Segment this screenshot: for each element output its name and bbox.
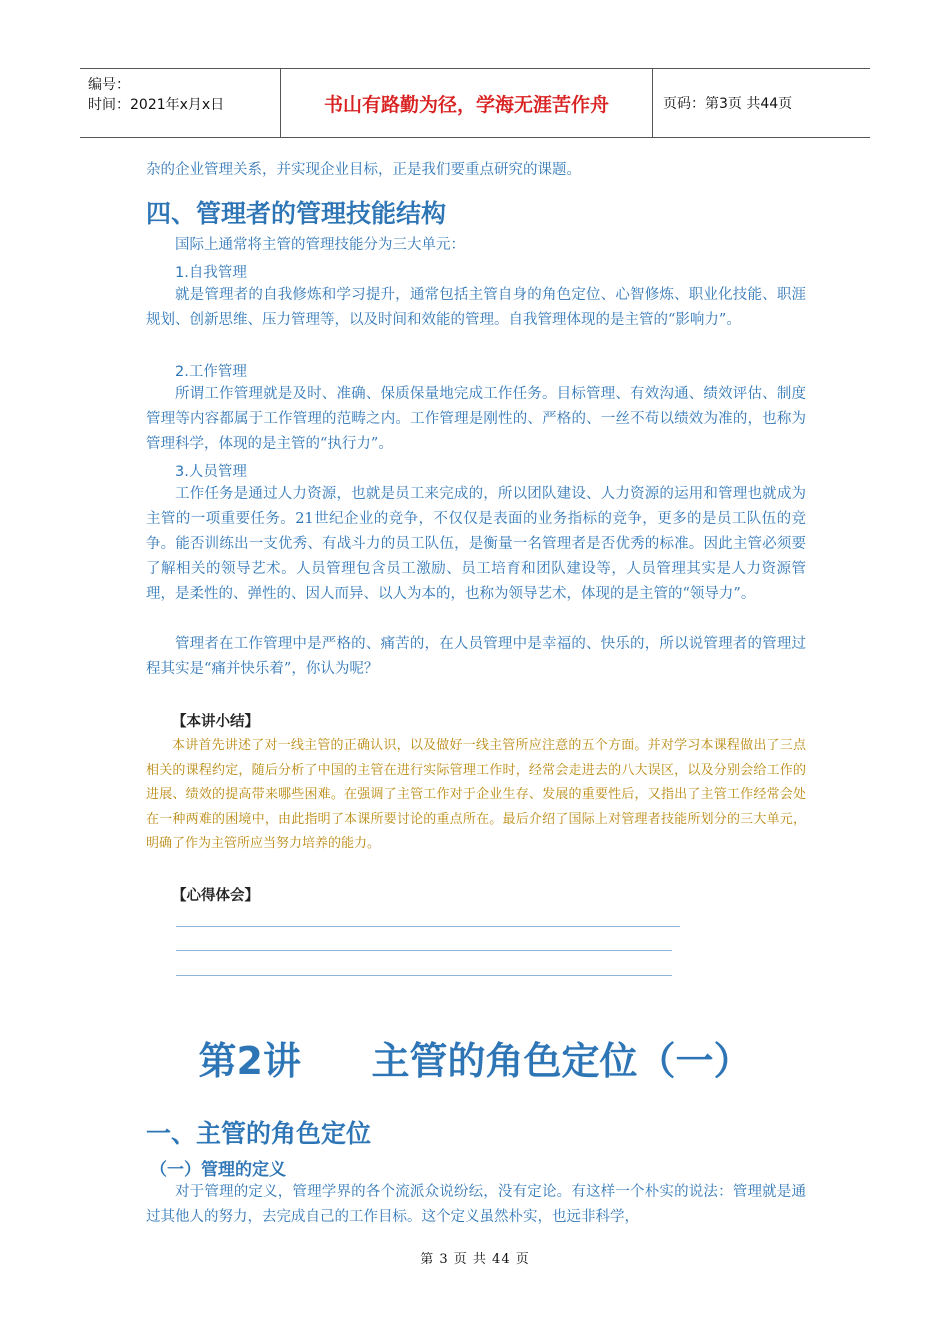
header-motto: 书山有路勤为径，学海无涯苦作舟 bbox=[281, 69, 653, 137]
lecture-title bbox=[0, 1030, 950, 1085]
section1-subtitle: （一）管理的定义 bbox=[150, 1160, 286, 1180]
item2-label: 2.工作管理 bbox=[175, 364, 247, 380]
header-number: 编号： bbox=[88, 77, 130, 93]
header-time: 时间：2021年x月x日 bbox=[88, 97, 225, 113]
section4-lead: 国际上通常将主管的管理技能分为三大单元： bbox=[175, 237, 465, 253]
reflection-line-3[interactable] bbox=[176, 975, 672, 976]
reflection-title: 【心得体会】 bbox=[172, 888, 259, 904]
summary-title: 【本讲小结】 bbox=[172, 714, 259, 730]
lecture-name: 主管的角色定位（一） bbox=[371, 1039, 752, 1083]
item1-label: 1.自我管理 bbox=[175, 265, 247, 281]
item1-text: 就是管理者的自我修炼和学习提升，通常包括主管自身的角色定位、心智修炼、职业化技能、职涯规划、创新思维、压力管理等，以及时间和效能的管理。自我管理体现的是主管的“影响力”。 bbox=[146, 287, 806, 328]
item3-label: 3.人员管理 bbox=[175, 464, 247, 480]
summary-text: 本讲首先讲述了对一线主管的正确认识，以及做好一线主管所应注意的五个方面。并对学习本课程做出了三点相关的课程约定，随后分析了中国的主管在进行实际管理工作时，经常会走进去的八大误区，以及分别会给工作的进展、绩效的提高带来哪些困难。在强调了主管工作对于企业生存、发展的重要性后，又指出了主管工作经常会处在一种两难的困境中，由此指明了本课所要讨论的重点所在。最后介绍了国际上对管理者技能所划分的三大单元，明确了作为主管所应当努力培养的能力。 bbox=[146, 738, 806, 851]
item2-text: 所谓工作管理就是及时、准确、保质保量地完成工作任务。目标管理、有效沟通、绩效评估、制度管理等内容都属于工作管理的范畴之内。工作管理是刚性的、严格的、一丝不苟以绩效为准的，也称为管理科学，体现的是主管的“执行力”。 bbox=[146, 386, 806, 452]
reflection-line-1[interactable] bbox=[176, 926, 680, 927]
reflection-line-2[interactable] bbox=[176, 950, 672, 951]
intro-line: 杂的企业管理关系，并实现企业目标，正是我们要重点研究的课题。 bbox=[146, 162, 581, 178]
header-meta bbox=[80, 69, 281, 137]
lecture-number: 第2讲 bbox=[198, 1039, 301, 1083]
page-header bbox=[80, 68, 870, 138]
section4-title: 四、管理者的管理技能结构 bbox=[146, 199, 447, 228]
section1-text: 对于管理的定义，管理学界的各个流派众说纷纭，没有定论。有这样一个朴实的说法：管理就是通过其他人的努力，去完成自己的工作目标。这个定义虽然朴实，也远非科学， bbox=[146, 1184, 806, 1225]
item3-text: 工作任务是通过人力资源，也就是员工来完成的，所以团队建设、人力资源的运用和管理也就成为主管的一项重要任务。21世纪企业的竞争，不仅仅是表面的业务指标的竞争，更多的是员工队伍的竞争。能否训练出一支优秀、有战斗力的员工队伍，是衡量一名管理者是否优秀的标准。因此主管必须要了解相关的领导艺术。人员管理包含员工激励、员工培育和团队建设等，人员管理其实是人力资源管理，是柔性的、弹性的、因人而异、以人为本的，也称为领导艺术，体现的是主管的“领导力”。 bbox=[146, 486, 806, 602]
section1-title: 一、主管的角色定位 bbox=[146, 1119, 372, 1148]
page-footer: 第 3 页 共 44 页 bbox=[420, 1252, 530, 1267]
section4-closing: 管理者在工作管理中是严格的、痛苦的，在人员管理中是幸福的、快乐的，所以说管理者的管理过程其实是“痛并快乐着”，你认为呢？ bbox=[146, 636, 806, 677]
header-page-info: 页码：第3页 共44页 bbox=[663, 96, 793, 112]
